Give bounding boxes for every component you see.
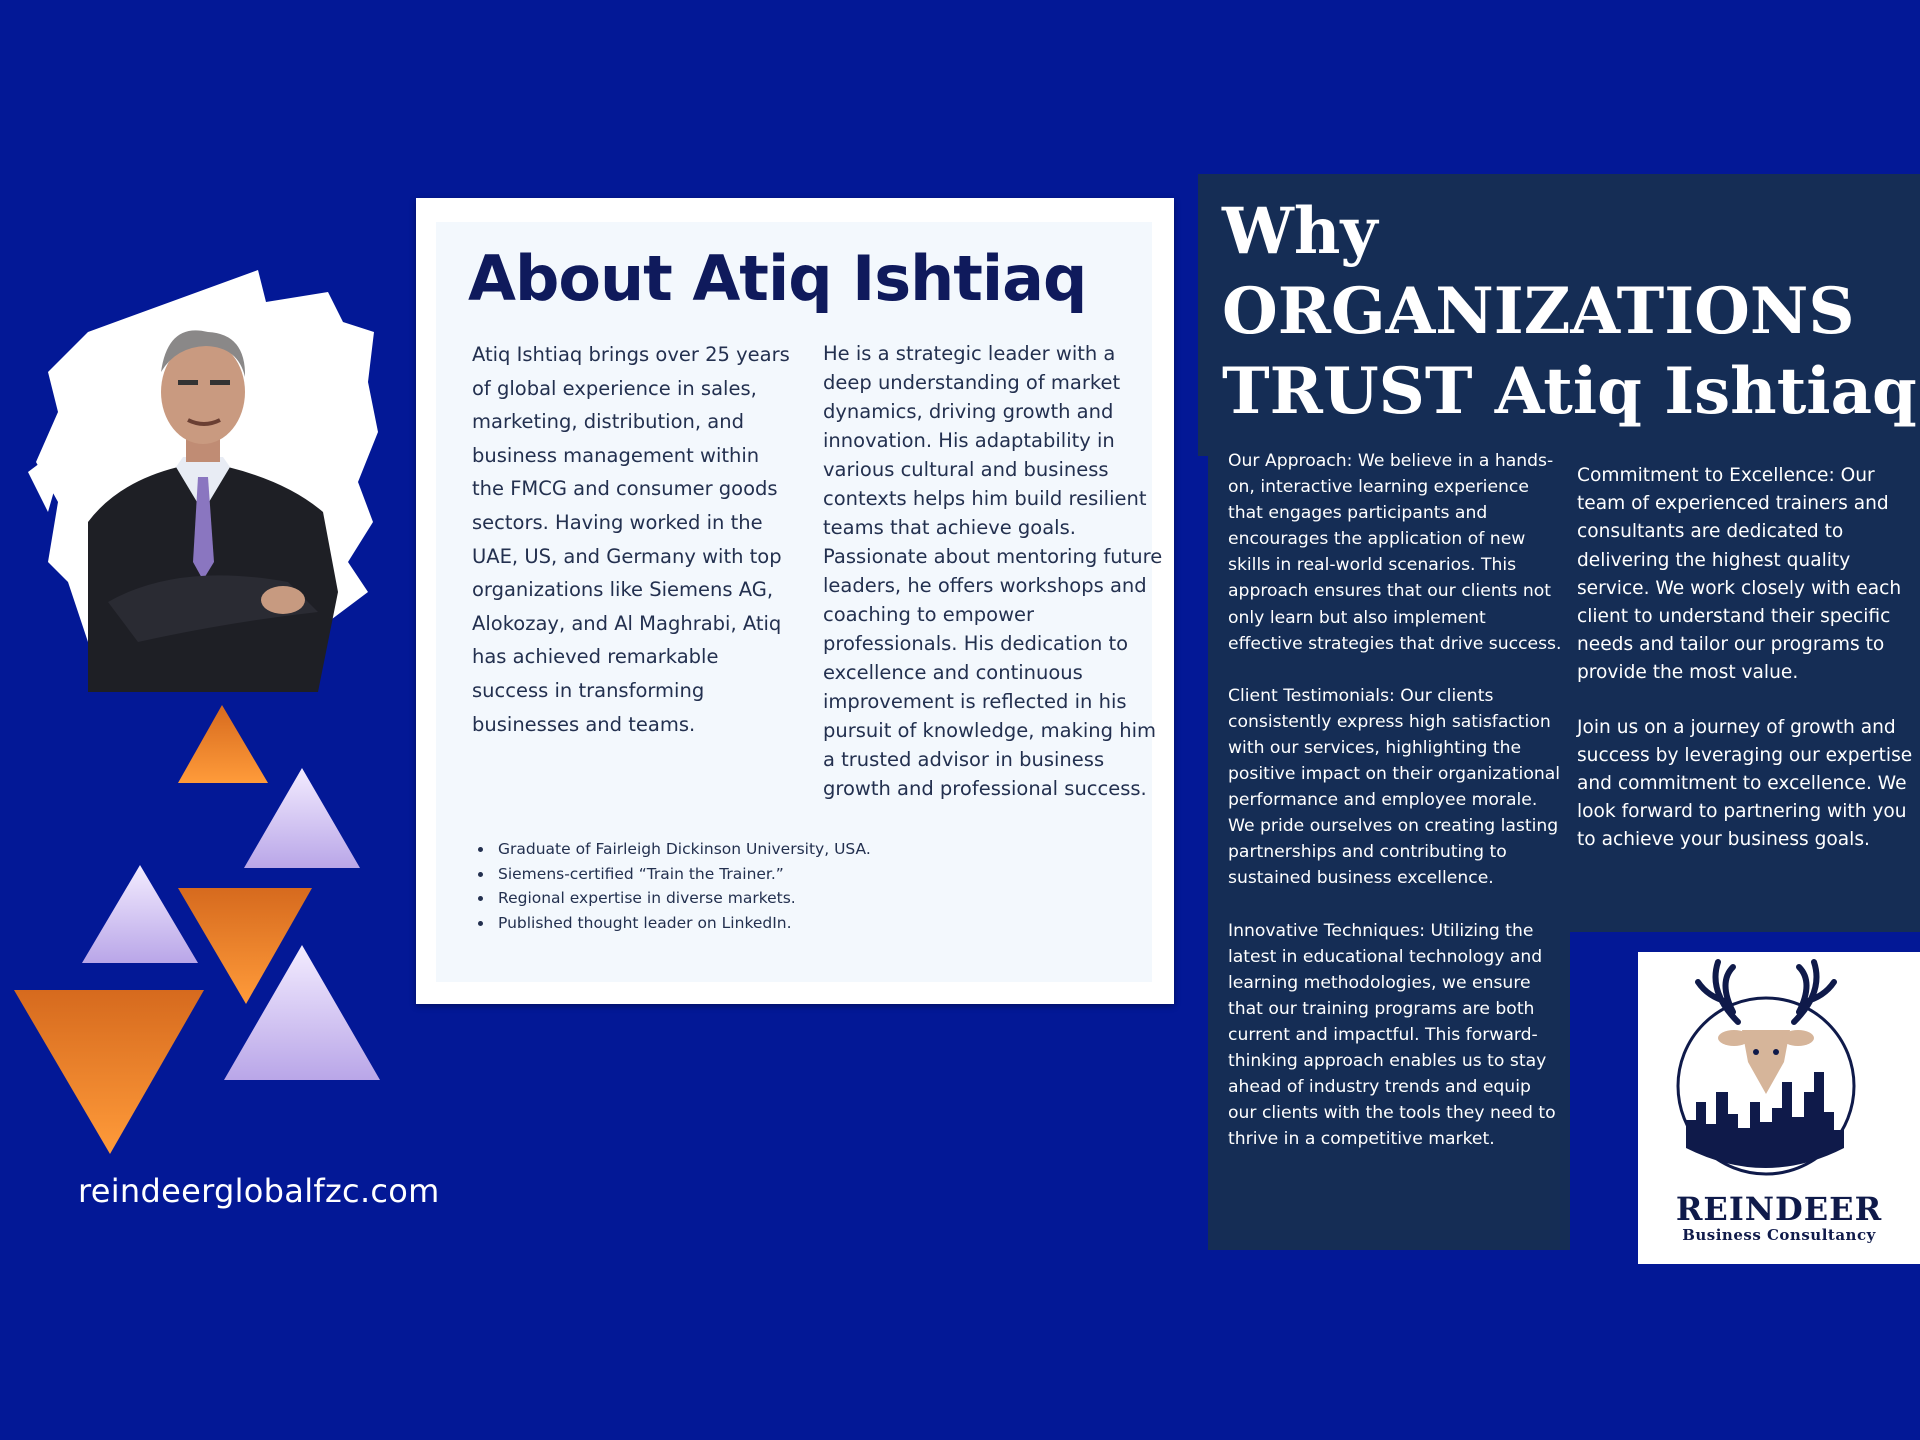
triangle-orange-up — [178, 705, 268, 783]
decorative-triangles — [10, 700, 390, 1160]
testimonials-paragraph: Client Testimonials: Our clients consistently express high satisfaction with our services, highlighting the positive impact on their organizational performance and employee morale. We pride ourselves on creating lasting partnerships and contributing to sustained business excellence. — [1228, 685, 1561, 889]
why-header — [1198, 174, 1920, 456]
why-body-right — [1570, 456, 1920, 932]
about-card-inner — [436, 222, 1163, 982]
portrait-photo — [28, 262, 378, 692]
why-title-line3a: TRUST — [1222, 354, 1495, 429]
logo-subtitle: Business Consultancy — [1682, 1226, 1876, 1244]
list-item: • Published thought leader on LinkedIn. — [494, 911, 871, 936]
join-paragraph: Join us on a journey of growth and success by leveraging our expertise and commitment to excellence. We look forward to partnering with you to achieve your business goals. — [1577, 716, 1913, 851]
approach-paragraph: Our Approach: We believe in a hands-on, interactive learning experience that engages participants and encourages the application of new skills in real-world scenarios. This approach ensures that our clients not only learn but also implement effective strategies that drive success. — [1228, 451, 1562, 654]
company-logo — [1638, 952, 1920, 1264]
list-item: • Graduate of Fairleigh Dickinson University, USA. — [494, 837, 871, 862]
logo-name: REINDEER — [1675, 1190, 1883, 1228]
reindeer-logo-icon — [1638, 952, 1920, 1190]
about-paragraph-2: He is a strategic leader with a deep understanding of market dynamics, driving growth and innovation. His adaptability in various cultural and business contexts helps him build resilient teams that achieve goals. Passionate about mentoring future leaders, he offers workshops and coaching to empower professionals. His dedication to excellence and continuous improvement is reflected in his pursuit of knowledge, making him a trusted advisor in business growth and professional success. — [823, 342, 1163, 800]
website-url[interactable]: reindeerglobalfzc.com — [78, 1172, 440, 1210]
list-item: • Siemens-certified “Train the Trainer.” — [494, 862, 871, 887]
about-card — [416, 198, 1174, 1004]
why-title — [1222, 192, 1917, 432]
techniques-paragraph: Innovative Techniques: Utilizing the latest in educational technology and learning methodologies, we ensure that our training programs are both current and impactful. This forward-thinking approach enables us to stay ahead of industry trends and equip our clients with the tools they need to thrive in a competitive market. — [1228, 920, 1556, 1150]
triangle-lavender-left — [82, 865, 198, 963]
why-title-line3b: Atiq Ishtiaq — [1494, 354, 1917, 429]
about-title: About Atiq Ishtiaq — [468, 242, 1087, 315]
list-item: • Regional expertise in diverse markets. — [494, 886, 871, 911]
why-title-line1: Why — [1222, 194, 1378, 269]
why-title-line2: ORGANIZATIONS — [1222, 274, 1855, 349]
triangle-orange-big-down — [14, 990, 204, 1154]
excellence-paragraph: Commitment to Excellence: Our team of experienced trainers and consultants are dedicated to delivering the highest quality service. We work closely with each client to understand their specific needs and tailor our programs to provide the most value. — [1577, 465, 1902, 684]
about-credentials-list — [474, 837, 871, 935]
why-body-left — [1208, 448, 1570, 1250]
about-paragraph-1: Atiq Ishtiaq brings over 25 years of global experience in sales, marketing, distribution, and business management within the FMCG and consumer goods sectors. Having worked in the UAE, US, and Germany with top organizations like Siemens AG, Alokozay, and Al Maghrabi, Atiq has achieved remarkable success in transforming businesses and teams. — [472, 343, 790, 736]
